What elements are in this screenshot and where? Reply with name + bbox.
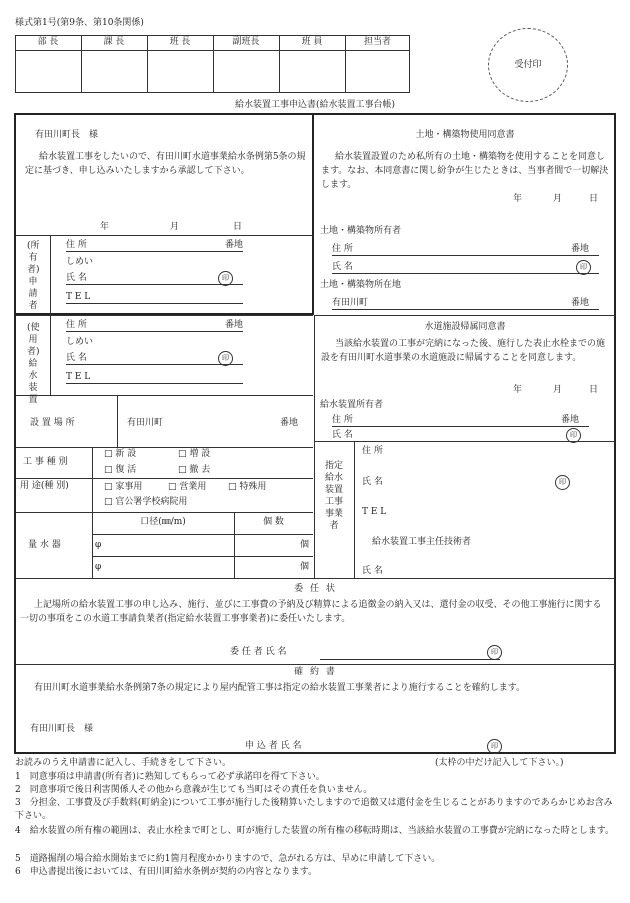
user-address-line[interactable]: 住 所 番地 bbox=[66, 320, 243, 332]
work-type-new[interactable]: □ 新 設 bbox=[104, 449, 137, 459]
note-item: 5 道路掘削の場合給水開始までに約1箇月程度かかりますので、急がれる方は、早めに申請して下さい。 bbox=[15, 854, 441, 864]
work-type-remove[interactable]: □ 撤 去 bbox=[178, 465, 211, 475]
meter-count-header: 個 数 bbox=[263, 517, 284, 527]
facility-consent-body: 当該給水装置の工事が完納になった後、施行した表止水栓までの施設を有田川町水道事業の水道施設に帰属することを同意します。 bbox=[321, 339, 606, 363]
meter-row2-unit: 個 bbox=[300, 562, 310, 572]
contractor-seal: 印 bbox=[555, 475, 570, 490]
form-number: 様式第1号(第9条、第10条関係) bbox=[15, 18, 144, 28]
usage-household[interactable]: □ 家事用 bbox=[104, 482, 143, 492]
facility-date-month: 月 bbox=[553, 385, 563, 395]
land-date-year: 年 bbox=[513, 194, 523, 204]
facility-date-year: 年 bbox=[513, 385, 523, 395]
pledge-title: 確 約 書 bbox=[294, 667, 337, 677]
facility-owner-name[interactable]: 氏 名 bbox=[332, 430, 589, 442]
delegation-seal: 印 bbox=[487, 645, 502, 660]
engineer-name[interactable]: 氏 名 bbox=[362, 566, 383, 576]
pledge-signer: 申 込 者 氏 名 bbox=[245, 741, 302, 751]
land-location-line[interactable]: 有田川町 番地 bbox=[332, 298, 599, 310]
notes-hint: (太枠の中だけ記入して下さい。) bbox=[435, 758, 564, 768]
pledge-addressee: 有田川町長 様 bbox=[30, 724, 94, 734]
pledge-body: 有田川町水道事業給水条例第7条の規定により屋内配管工事は指定の給水装置工事業者により施行することを確約します。 bbox=[34, 683, 526, 693]
note-item: 2 同意事項で後日利害関係人その他から意義が生じても当町はその責任を負いません。 bbox=[15, 785, 373, 795]
note-item: 6 申込書提出後においては、有田川町給水条例が契約の内容となります。 bbox=[15, 867, 318, 877]
install-location-label: 設 置 場 所 bbox=[30, 418, 75, 428]
delegation-title: 委 任 状 bbox=[294, 584, 337, 594]
land-date-month: 月 bbox=[553, 194, 563, 204]
form-title: 給水装置工事申込書(給水装置工事台帳) bbox=[234, 100, 396, 110]
role-hanin: 班 員 bbox=[301, 37, 323, 47]
install-location-town[interactable]: 有田川町 bbox=[127, 418, 164, 428]
delegation-signer: 委 任 者 氏 名 bbox=[230, 647, 287, 657]
applicant-date-day: 日 bbox=[233, 222, 243, 232]
user-seal-mark: 印 bbox=[218, 351, 233, 366]
facility-owner-address[interactable]: 住 所 番地 bbox=[332, 415, 589, 427]
work-type-revive[interactable]: □ 復 活 bbox=[104, 465, 137, 475]
user-tel-line[interactable]: T E L bbox=[66, 372, 243, 384]
contractor-name[interactable]: 氏 名 bbox=[362, 477, 383, 487]
applicant-addressee: 有田川町長 様 bbox=[35, 130, 99, 140]
meter-row2-phi[interactable]: φ bbox=[95, 562, 102, 572]
reception-seal-label: 受付印 bbox=[514, 60, 542, 70]
meter-row1-unit: 個 bbox=[300, 540, 310, 550]
land-owner-title: 土地・構築物所有者 bbox=[320, 226, 402, 236]
pledge-seal: 印 bbox=[487, 739, 502, 754]
land-date-day: 日 bbox=[589, 194, 599, 204]
applicant-address-line[interactable]: 住 所 番地 bbox=[66, 240, 243, 252]
work-type-expand[interactable]: □ 増 設 bbox=[178, 449, 211, 459]
role-bucho: 部 長 bbox=[37, 37, 59, 47]
applicant-name-line[interactable]: 氏 名 bbox=[66, 273, 243, 285]
land-owner-seal: 印 bbox=[576, 260, 591, 275]
note-item: 1 同意事項は申請書(所有者)に熟知してもらって必ず承諾印を得て下さい。 bbox=[15, 772, 325, 782]
land-owner-address[interactable]: 住 所 番地 bbox=[332, 244, 599, 256]
role-kacho: 課 長 bbox=[103, 37, 125, 47]
role-fukuhancho: 副班長 bbox=[232, 37, 260, 47]
land-consent-title: 土地・構築物使用同意書 bbox=[415, 130, 515, 140]
role-hancho: 班 長 bbox=[169, 37, 191, 47]
user-name-line[interactable]: 氏 名 bbox=[66, 353, 243, 365]
usage-special[interactable]: □ 特殊用 bbox=[228, 482, 267, 492]
usage-public[interactable]: □ 官公署学校病院用 bbox=[104, 497, 188, 507]
applicant-role-label: (所有者)申請者 bbox=[27, 241, 40, 311]
contractor-address[interactable]: 住 所 bbox=[362, 446, 383, 456]
usage-business[interactable]: □ 営業用 bbox=[168, 482, 207, 492]
applicant-seal-mark: 印 bbox=[218, 271, 233, 286]
install-location-suffix: 番地 bbox=[280, 418, 299, 428]
note-item: 4 給水装置の所有権の範囲は、表止水栓まで町とし、町が施行した装置の所有権の移転時期は、当該給水装置の工事費が完納になった時とします。 bbox=[15, 826, 615, 836]
meter-caliber-header: 口径(㎜/m) bbox=[140, 517, 186, 527]
land-owner-name[interactable]: 氏 名 bbox=[332, 262, 599, 274]
engineer-title: 給水装置工事主任技術者 bbox=[372, 537, 472, 547]
contractor-tel[interactable]: T E L bbox=[362, 507, 387, 517]
contractor-label: 指定給水装置工事事業者 bbox=[324, 461, 343, 531]
applicant-kana: しめい bbox=[66, 257, 94, 267]
user-role-label: (使用者)給水装置 bbox=[27, 323, 40, 405]
facility-consent-title: 水道施設帰属同意書 bbox=[424, 322, 506, 332]
meter-label: 量 水 器 bbox=[28, 540, 61, 550]
facility-owner-seal: 印 bbox=[566, 428, 581, 443]
note-item: 3 分担金、工事費及び手数料(町納金)について工事が施行した後精算いたしますので追徴又は還付金を生じることがありますのであらかじめお含み下さい。 bbox=[15, 798, 613, 821]
meter-row1-phi[interactable]: φ bbox=[95, 540, 102, 550]
applicant-tel-line[interactable]: T E L bbox=[66, 292, 243, 304]
applicant-date-month: 月 bbox=[170, 222, 180, 232]
user-kana: しめい bbox=[66, 337, 94, 347]
usage-label: 用 途(種 別) bbox=[20, 481, 69, 491]
facility-date-day: 日 bbox=[589, 385, 599, 395]
notes-intro: お読みのうえ申請書に記入し、手続きをして下さい。 bbox=[15, 758, 232, 768]
land-consent-body: 給水装置設置のため私所有の土地・構築物を使用することを同意します。なお、本同意書に関し紛争が生じたときは、当事者間で一切解決します。 bbox=[321, 152, 609, 190]
applicant-date-year: 年 bbox=[100, 222, 110, 232]
role-tantosha: 担当者 bbox=[363, 37, 391, 47]
applicant-request: 給水装置工事をしたいので、有田川町水道事業給水条例第5条の規定に基づき、申し込みいたしますから承認して下さい。 bbox=[25, 152, 306, 176]
work-type-label: 工 事 種 別 bbox=[23, 457, 68, 467]
land-location-title: 土地・構築物所在地 bbox=[320, 280, 402, 290]
delegation-body: 上記場所の給水装置工事の申し込み、施行、並びに工事費の予納及び精算による追徴金の納入又は、還付金の収受、その他工事施行に関する一切の事項をこの水道工事請負業者(指定給水装置工事事業者)に委任いたします。 bbox=[20, 600, 602, 624]
facility-owner-title: 給水装置所有者 bbox=[320, 400, 384, 410]
